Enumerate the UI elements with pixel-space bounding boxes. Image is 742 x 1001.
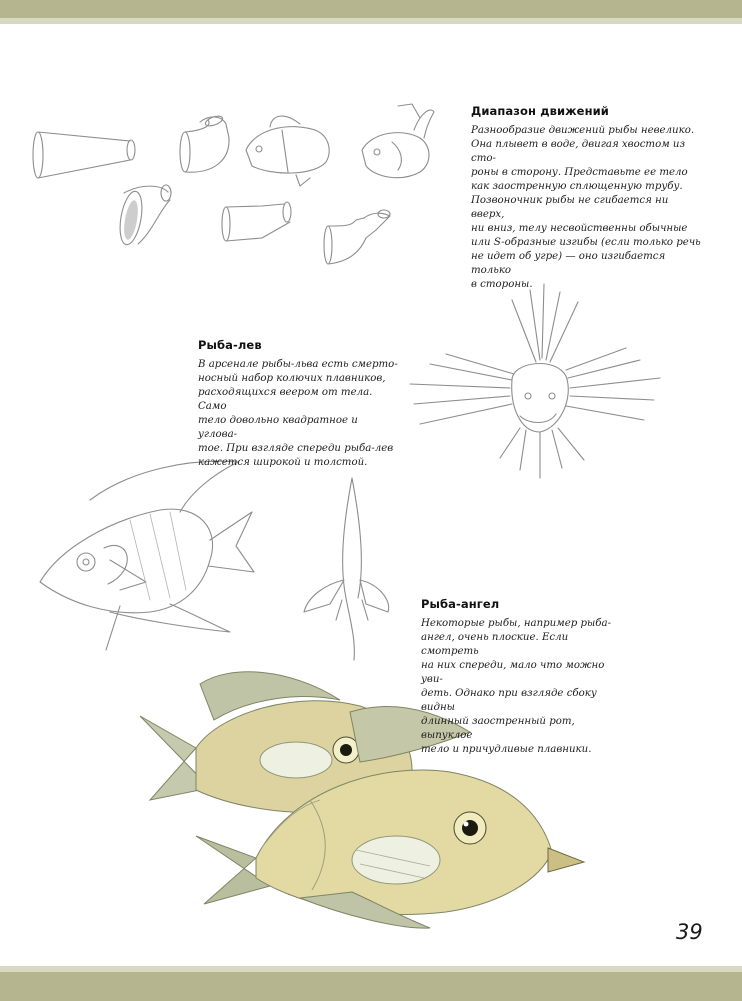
tube-sketch-bent-low: [222, 202, 291, 241]
text-line: деть. Однако при взгляде сбоку видны: [421, 688, 597, 713]
angelfish-front-sketch: [304, 478, 389, 660]
text-line: носный набор колючих плавников,: [198, 373, 386, 384]
range-of-motion-heading: Диапазон движений: [471, 104, 609, 118]
lionfish-front-sketch: [410, 284, 660, 478]
lionfish-heading: Рыба-лев: [198, 338, 262, 352]
angelfish-section: [421, 597, 621, 757]
text-line: в стороны.: [471, 279, 533, 290]
text-line: или S-образные изгибы (если только речь: [471, 237, 701, 248]
text-line: ни вниз, телу несвойственны обычные: [471, 223, 688, 234]
angelfish-heading: Рыба-ангел: [421, 597, 500, 611]
page-number: 39: [676, 920, 703, 944]
text-line: тело довольно квадратное и углова-: [198, 415, 358, 440]
text-line: Некоторые рыбы, например рыба-: [421, 618, 612, 629]
text-line: роны в сторону. Представьте ее тело: [471, 167, 688, 178]
text-line: расходящихся веером от тела. Само: [198, 387, 373, 412]
text-line: тело и причудливые плавники.: [421, 744, 592, 755]
tube-sketch-bent: [180, 114, 229, 172]
fish-sketch-curved: [362, 104, 434, 178]
text-line: Разнообразие движений рыбы невелико.: [471, 125, 695, 136]
angelfish-text: [421, 617, 621, 757]
text-line: тое. При взгляде спереди рыба-лев: [198, 443, 394, 454]
range-of-motion-section: [471, 104, 701, 292]
fish-sketch-turning: [246, 116, 329, 186]
text-line: не идет об угре) — оно изгибается только: [471, 251, 666, 276]
text-line: кажется широкой и толстой.: [198, 457, 368, 468]
lionfish-section: [198, 338, 398, 470]
text-line: В арсенале рыбы-льва есть смерто-: [198, 359, 398, 370]
tube-sketch-s-bend: [324, 210, 390, 264]
text-line: Позвоночник рыбы не сгибается ни вверх,: [471, 195, 669, 220]
text-line: на них спереди, мало что можно уви-: [421, 660, 605, 685]
text-line: ангел, очень плоские. Если смотреть: [421, 632, 569, 657]
lionfish-text: [198, 358, 398, 470]
text-line: как заостренную сплющенную трубу.: [471, 181, 683, 192]
tube-sketch-side-opening: [116, 185, 171, 246]
range-of-motion-text: [471, 124, 701, 292]
text-line: длинный заостренный рот, выпуклое: [421, 716, 575, 741]
angelfish-side-sketch: [40, 461, 254, 650]
text-line: Она плывет в воде, двигая хвостом из сто-: [471, 139, 686, 164]
tube-sketch-straight: [33, 132, 135, 178]
